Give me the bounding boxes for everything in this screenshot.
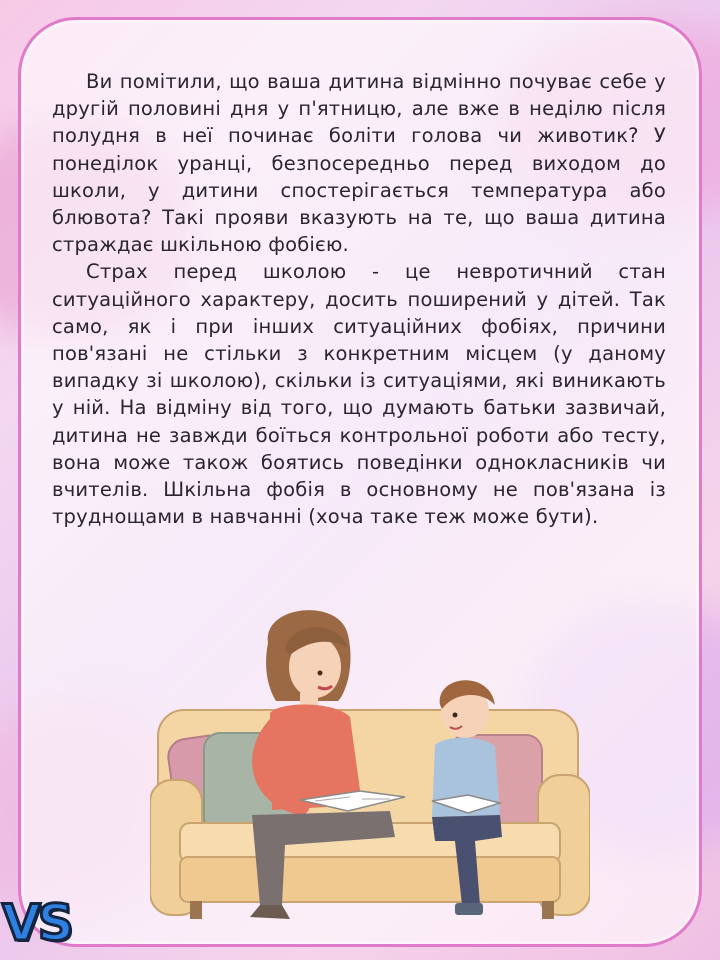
article-body <box>52 68 666 530</box>
article-paragraph-2: Страх перед школою - це невротичний стан ситуаційного характеру, досить поширений у дітей. Так само, як і при інших ситуаційних фобіях, причини пов'язані не стільки з конкретним місцем (у даному випадку зі школою), скільки із ситуаціями, які виникають у ній. На відміну від того, що думають батьки зазвичай, дитина не завжди боїться контрольної роботи або тесту, вона може також боятись поведінки однокласників чи вчителів. Шкільна фобія в основному не пов'язана із труднощами в навчанні (хоча таке теж може бути). <box>52 260 666 529</box>
mother-son-sofa-illustration <box>150 605 590 930</box>
article-paragraph-1: Ви помітили, що ваша дитина відмінно почуває себе у другій половині дня у п'ятницю, але вже в неділю після полудня в неї починає боліти голова чи животик? У понеділок уранці, безпосередньо перед виходом до школи, у дитини спостерігається температура або блювота? Такі прояви вказують на те, що ваша дитина страждає шкільною фобією. <box>52 70 666 257</box>
vs-logo: VS <box>2 894 71 952</box>
